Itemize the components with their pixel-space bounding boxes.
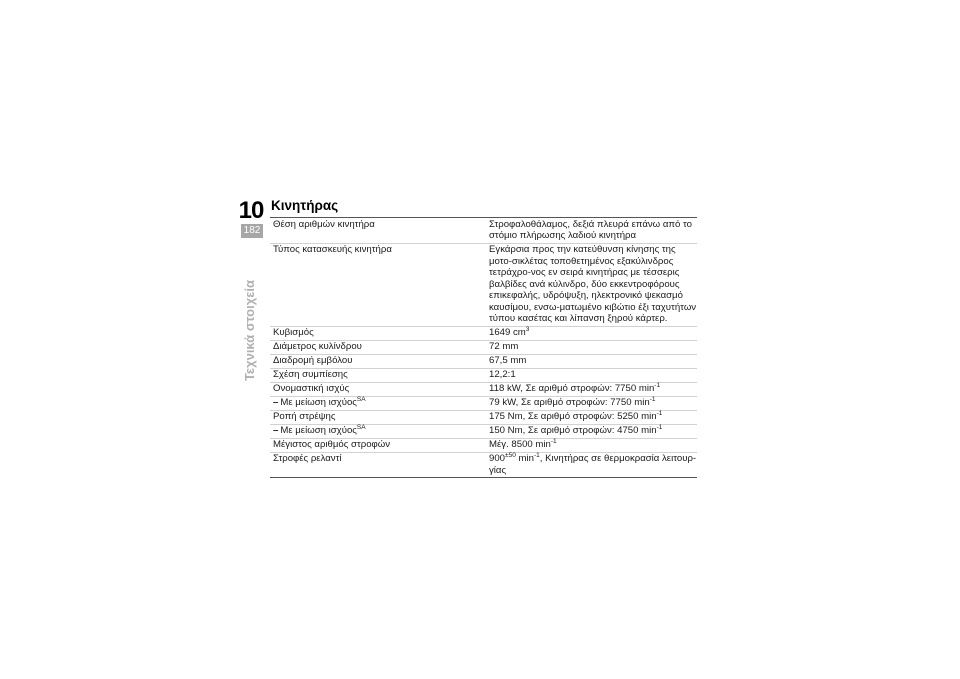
spec-row-reduced-torque	[270, 425, 697, 439]
spec-value: 1649 $cm^3$	[489, 326, 530, 338]
spec-label: Διαδρομή εμβόλου	[273, 355, 353, 366]
chapter-number: 10	[238, 197, 264, 224]
spec-value: 72 mm	[489, 341, 519, 352]
spec-label: Ονομαστική ισχύς	[273, 383, 350, 394]
spec-value: 118 kW, Σε αριθμό στροφών: 7750 $\min^{-1}$	[489, 382, 661, 394]
spec-row-compression-ratio	[270, 369, 697, 383]
page-number: 182	[241, 224, 263, 238]
spec-value: Εγκάρσια προς την κατεύθυνση κίνησης της μοτο-σικλέτας τοποθετημένος εξακύλινδρος τετράχρο-νος εν σειρά κινητήρας με τέσσερις βαλβίδες ανά κύλινδρο, δύο εκκεντροφόρους επικεφαλής, υδρόψυξη, ηλεκτρονικό ψεκασμό καυσίμου, ενσω-ματωμένο κιβώτιο έξι ταχυτήτων τύπου κασέτας και λίπανση ξηρού κάρτερ.	[489, 244, 697, 324]
spec-row-max-rpm	[270, 439, 697, 453]
spec-label: Στροφές ρελαντί	[273, 453, 342, 464]
spec-row-stroke	[270, 355, 697, 369]
spec-label: Σχέση συμπίεσης	[273, 369, 348, 380]
spec-value: Στροφαλοθάλαμος, δεξιά πλευρά επάνω από το στόμιο πλήρωσης λαδιού κινητήρα	[489, 218, 692, 241]
spec-row-reduced-power	[270, 397, 697, 411]
spec-row-bore	[270, 341, 697, 355]
spec-value: 12,2:1	[489, 369, 516, 380]
spec-value: 79 kW, Σε αριθμό στροφών: 7750 $\min^{-1}$	[489, 396, 656, 408]
spec-row-rated-power	[270, 383, 697, 397]
spec-value: $900^{\pm 50}$ $\min^{-1}$, Κινητήρας σε θερμοκρασία λειτουρ-γίας	[489, 452, 697, 476]
spec-value: 175 Nm, Σε αριθμό στροφών: 5250 $\min^{-1}$	[489, 410, 663, 422]
spec-row-torque	[270, 411, 697, 425]
spec-row-displacement	[270, 327, 697, 341]
spec-label: Κυβισμός	[273, 327, 314, 338]
spec-label: Μέγιστος αριθμός στροφών	[273, 439, 391, 450]
section-title: Κινητήρας	[271, 198, 339, 213]
spec-row-idle-speed	[270, 453, 697, 478]
spec-label: Διάμετρος κυλίνδρου	[273, 341, 362, 352]
spec-label: Ροπή στρέψης	[273, 411, 336, 422]
spec-label: Τύπος κατασκευής κινητήρα	[273, 244, 392, 255]
spec-value: 150 Nm, Σε αριθμό στροφών: 4750 $\min^{-1}$	[489, 424, 663, 436]
spec-label: Θέση αριθμών κινητήρα	[273, 218, 375, 230]
chapter-title-vertical: Τεχνικά στοιχεία	[242, 280, 257, 382]
spec-row-engine-number-location	[270, 218, 697, 244]
spec-label: – Με μείωση ισχύος$^{SA}$	[273, 424, 366, 436]
spec-row-engine-type	[270, 244, 697, 327]
spec-label: – Με μείωση ισχύος$^{SA}$	[273, 396, 366, 408]
spec-value: Μέγ. 8500 $\min^{-1}$	[489, 438, 557, 450]
spec-table	[270, 217, 697, 478]
spec-value: 67,5 mm	[489, 355, 527, 366]
